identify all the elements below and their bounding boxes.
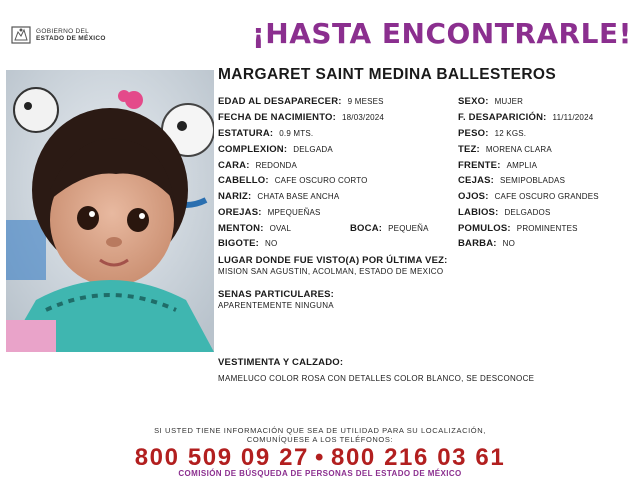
detail-row-birthdate bbox=[218, 111, 384, 124]
detail-label: BIGOTE: bbox=[218, 238, 259, 249]
clothing-value: MAMELUCO COLOR ROSA CON DETALLES COLOR BLANCO, SE DESCONOCE bbox=[218, 374, 535, 383]
detail-row-chin bbox=[218, 222, 291, 235]
detail-label: BARBA: bbox=[458, 238, 497, 249]
detail-value: OVAL bbox=[269, 224, 292, 233]
detail-label: PESO: bbox=[458, 128, 489, 139]
phone-numbers bbox=[0, 444, 640, 472]
detail-value: AMPLIA bbox=[506, 161, 538, 170]
detail-row-mustache bbox=[218, 237, 277, 250]
government-logo bbox=[10, 22, 120, 48]
detail-label: OJOS: bbox=[458, 191, 489, 202]
detail-value: 12 KGS. bbox=[494, 129, 527, 138]
detail-label: CABELLO: bbox=[218, 175, 269, 186]
detail-value: PROMINENTES bbox=[516, 224, 578, 233]
missing-person-photo bbox=[6, 70, 214, 352]
detail-row-weight bbox=[458, 127, 526, 140]
detail-label: MENTON: bbox=[218, 223, 264, 234]
detail-value: DELGADA bbox=[293, 145, 333, 154]
person-name: MARGARET SAINT MEDINA BALLESTEROS bbox=[218, 66, 557, 83]
detail-value: NO bbox=[502, 239, 516, 248]
detail-label: F. DESAPARICIÓN: bbox=[458, 112, 547, 123]
state-emblem-icon bbox=[10, 24, 32, 46]
detail-row-eyebrows bbox=[458, 174, 565, 187]
detail-row-forehead bbox=[458, 159, 537, 172]
detail-value: NO bbox=[264, 239, 278, 248]
clothing-title: VESTIMENTA Y CALZADO: bbox=[218, 357, 344, 368]
detail-row-age bbox=[218, 95, 384, 108]
detail-label: EDAD AL DESAPARECER: bbox=[218, 96, 342, 107]
detail-value: 11/11/2024 bbox=[552, 113, 594, 122]
detail-label: SEXO: bbox=[458, 96, 489, 107]
logo-line-2: ESTADO DE MÉXICO bbox=[36, 35, 106, 42]
detail-label: BOCA: bbox=[350, 223, 383, 234]
detail-label: FRENTE: bbox=[458, 160, 501, 171]
detail-value: CAFE OSCURO CORTO bbox=[274, 176, 368, 185]
detail-label: FECHA DE NACIMIENTO: bbox=[218, 112, 336, 123]
detail-row-lips bbox=[458, 206, 551, 219]
commission-name: COMISIÓN DE BÚSQUEDA DE PERSONAS DEL ESTADO DE MÉXICO bbox=[178, 469, 462, 478]
phone-separator: • bbox=[314, 444, 325, 471]
detail-label: TEZ: bbox=[458, 144, 480, 155]
detail-row-hair bbox=[218, 174, 368, 187]
detail-value: 0.9 MTS. bbox=[279, 129, 314, 138]
detail-value: SEMIPOBLADAS bbox=[500, 176, 566, 185]
phone-number-1[interactable]: 800 509 09 27 bbox=[134, 444, 309, 471]
info-note-line-1: SI USTED TIENE INFORMACIÓN QUE SEA DE UTILIDAD PARA SU LOCALIZACIÓN, bbox=[154, 426, 486, 435]
detail-row-face bbox=[218, 159, 297, 172]
detail-row-build bbox=[218, 143, 333, 156]
detail-label: POMULOS: bbox=[458, 223, 511, 234]
detail-value: CHATA BASE ANCHA bbox=[257, 192, 340, 201]
detail-label: LABIOS: bbox=[458, 207, 499, 218]
info-note-line-2: COMUNÍQUESE A LOS TELÉFONOS: bbox=[246, 435, 394, 444]
detail-value: PEQUEÑA bbox=[388, 224, 429, 233]
detail-row-beard bbox=[458, 237, 515, 250]
detail-label: CEJAS: bbox=[458, 175, 495, 186]
detail-label: COMPLEXION: bbox=[218, 144, 288, 155]
detail-value: 18/03/2024 bbox=[342, 113, 385, 122]
logo-text bbox=[36, 28, 106, 42]
detail-row-eyes bbox=[458, 190, 599, 203]
headline: ¡HASTA ENCONTRARLE! bbox=[252, 17, 632, 50]
detail-label: OREJAS: bbox=[218, 207, 262, 218]
marks-title: SENAS PARTICULARES: bbox=[218, 289, 335, 300]
detail-label: CARA: bbox=[218, 160, 250, 171]
detail-row-ears bbox=[218, 206, 321, 219]
detail-row-nose bbox=[218, 190, 339, 203]
detail-value: DELGADOS bbox=[504, 208, 551, 217]
detail-row-mouth bbox=[350, 222, 429, 235]
last-seen-value: MISION SAN AGUSTIN, ACOLMAN, ESTADO DE MEXICO bbox=[218, 267, 444, 276]
detail-value: CAFE OSCURO GRANDES bbox=[494, 192, 599, 201]
detail-label: ESTATURA: bbox=[218, 128, 274, 139]
marks-value: APARENTEMENTE NINGUNA bbox=[218, 301, 334, 310]
detail-row-complexion bbox=[458, 143, 552, 156]
child-portrait-image bbox=[6, 70, 214, 352]
detail-value: MUJER bbox=[494, 97, 524, 106]
detail-row-sex bbox=[458, 95, 523, 108]
detail-value: MORENA CLARA bbox=[485, 145, 552, 154]
last-seen-title: LUGAR DONDE FUE VISTO(A) POR ÚLTIMA VEZ: bbox=[218, 255, 448, 266]
detail-row-height bbox=[218, 127, 313, 140]
phone-number-2[interactable]: 800 216 03 61 bbox=[331, 444, 506, 471]
detail-label: NARIZ: bbox=[218, 191, 252, 202]
detail-value: MPEQUEÑAS bbox=[267, 208, 321, 217]
detail-row-disappearance-date bbox=[458, 111, 593, 124]
logo-line-1: GOBIERNO DEL bbox=[36, 28, 90, 35]
detail-value: REDONDA bbox=[255, 161, 298, 170]
detail-value: 9 MESES bbox=[347, 97, 384, 106]
detail-row-cheekbones bbox=[458, 222, 578, 235]
